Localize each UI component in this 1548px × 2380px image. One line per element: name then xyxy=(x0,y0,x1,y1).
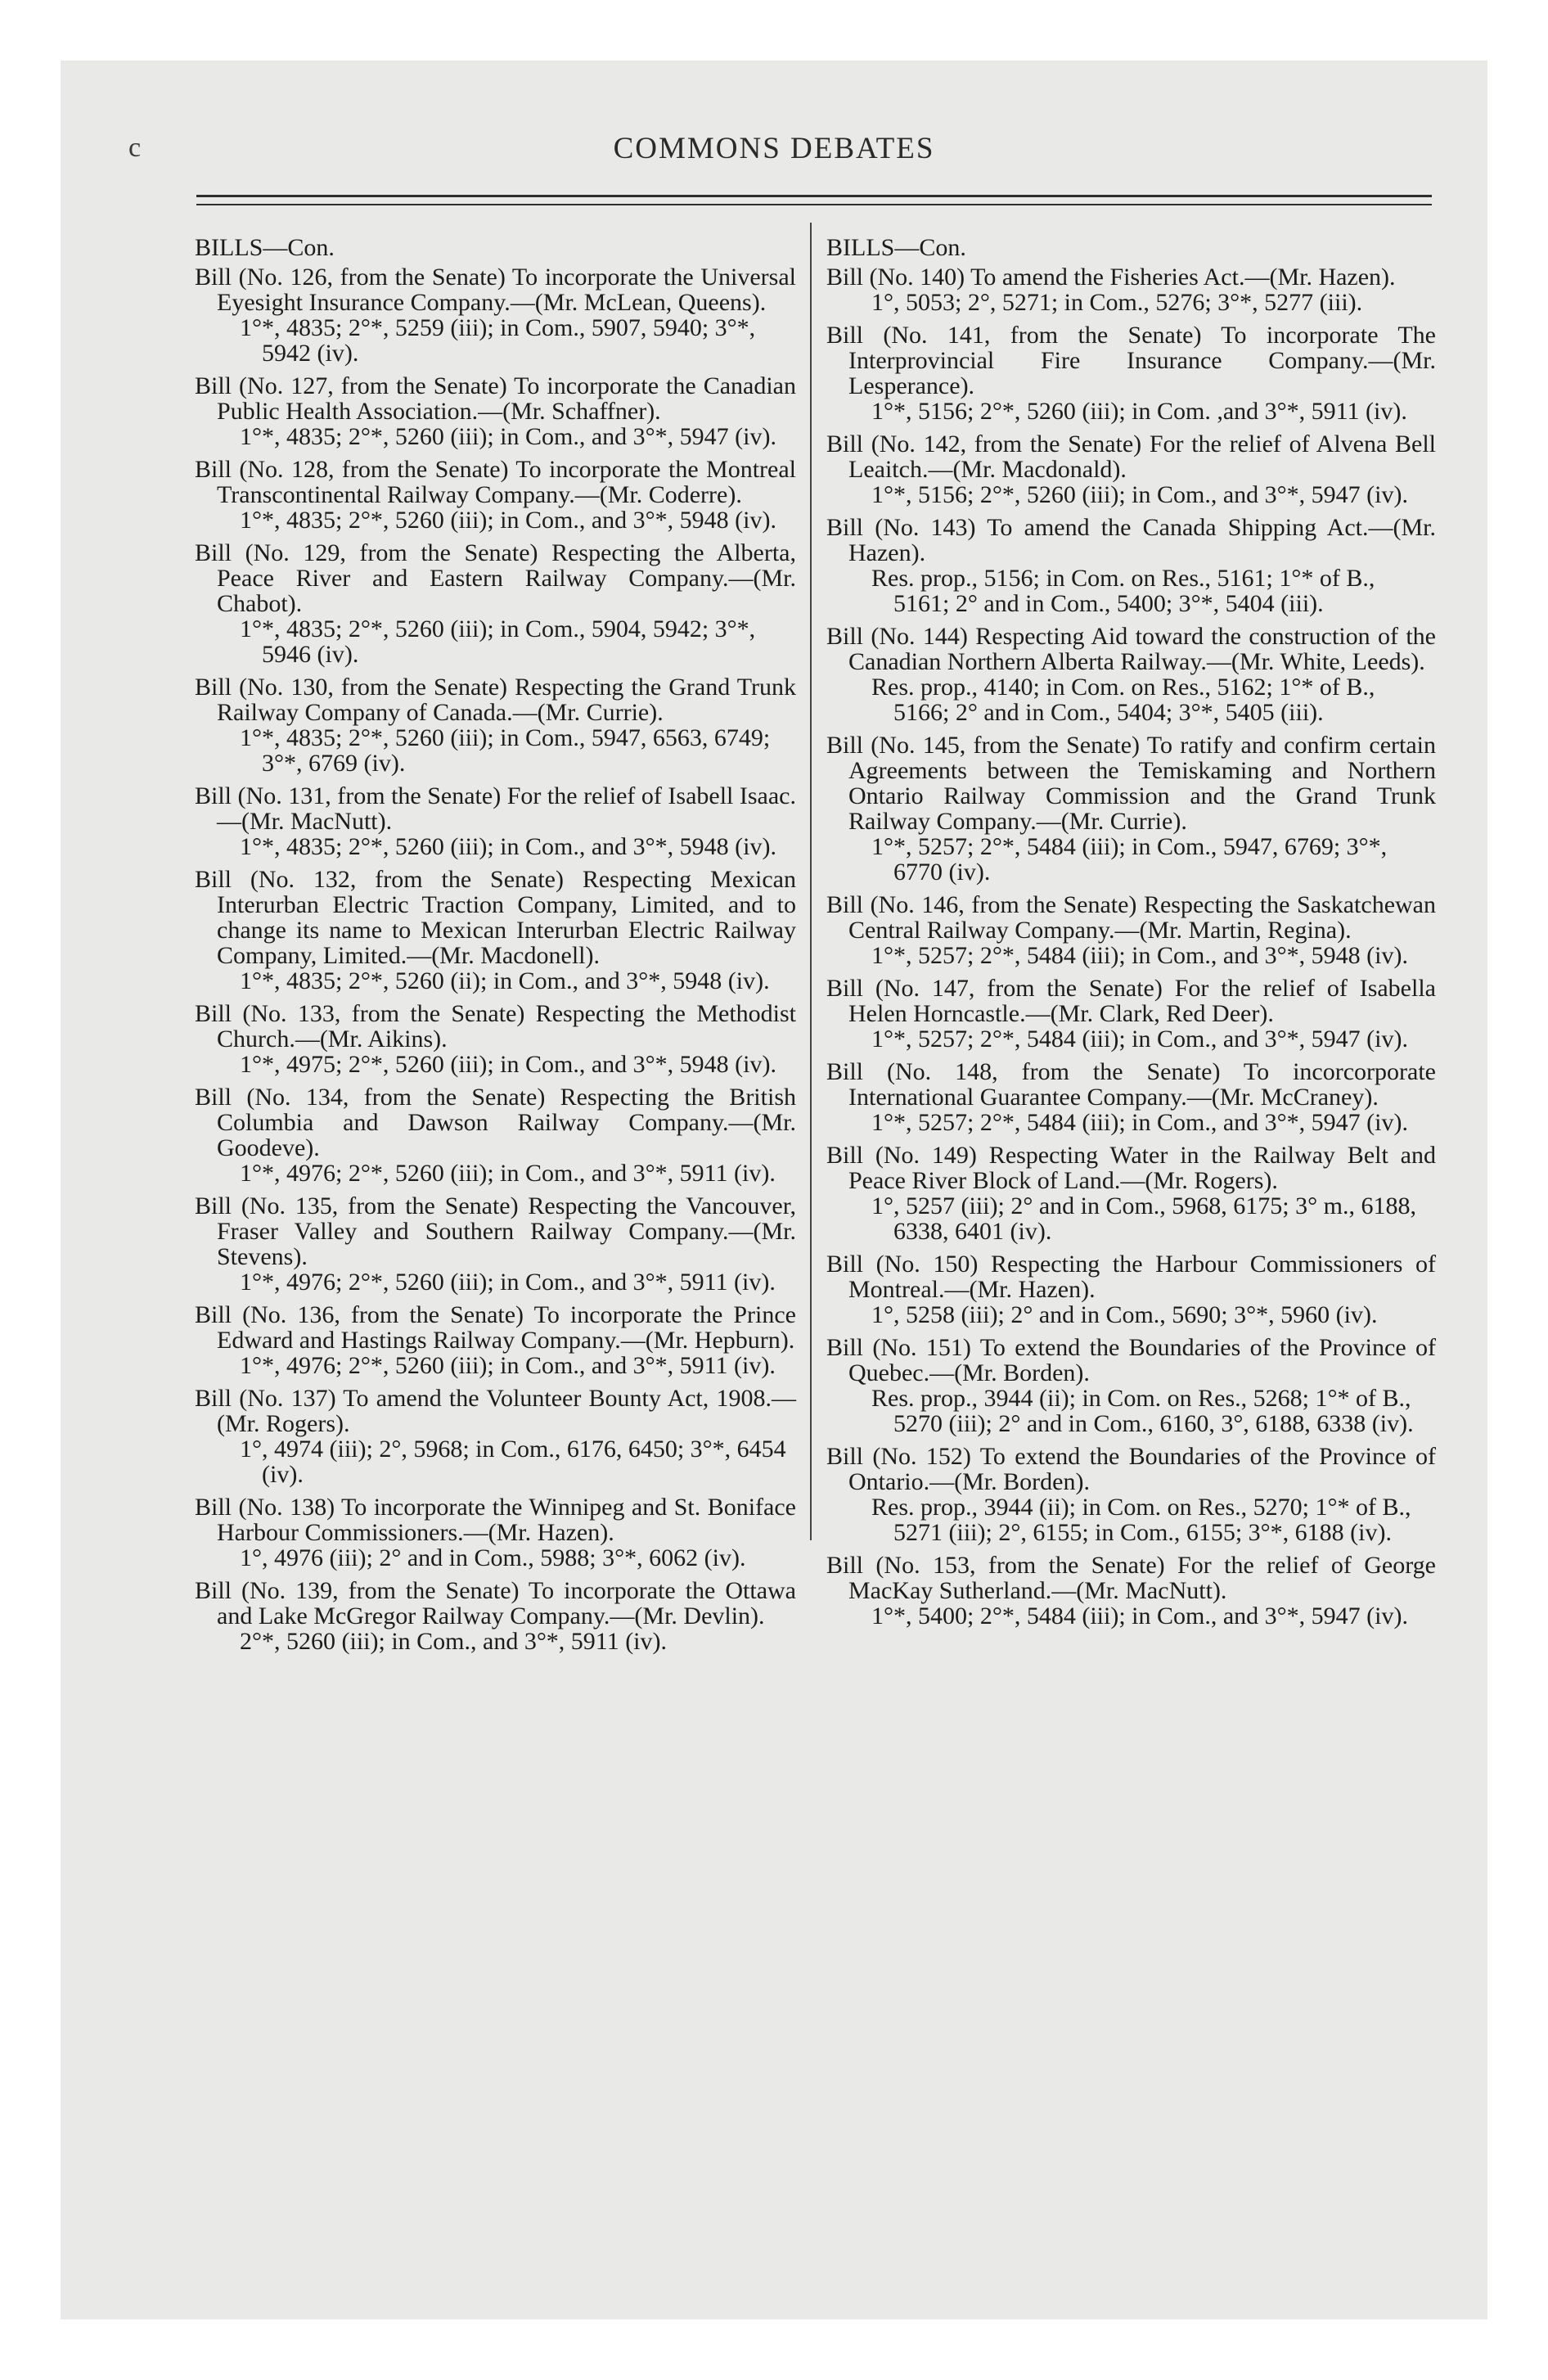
column-heading: BILLS—Con. xyxy=(826,234,966,261)
bill-entry xyxy=(826,1059,1436,1135)
bill-entry xyxy=(826,264,1436,315)
bill-references: 1°*, 4835; 2°*, 5260 (iii); in Com., and 3°*, 5948 (iv). xyxy=(240,507,776,534)
bill-entry xyxy=(826,515,1436,616)
bill-references: 1°*, 5257; 2°*, 5484 (iii); in Com., and 3°*, 5947 (iv). xyxy=(871,1109,1408,1136)
bill-entry xyxy=(195,373,796,449)
bill-list xyxy=(826,264,1436,1629)
bill-title: Bill (No. 140) To amend the Fisheries Act.—(Mr. Hazen). xyxy=(826,264,1396,291)
bill-references: 1°*, 5257; 2°*, 5484 (iii); in Com., 5947, 6769; 3°*, 6770 (iv). xyxy=(871,833,1388,886)
bill-references: 1°, 4976 (iii); 2° and in Com., 5988; 3°*, 6062 (iv). xyxy=(240,1544,746,1571)
bill-entry xyxy=(195,1001,796,1077)
bill-entry xyxy=(195,1084,796,1186)
bill-title: Bill (No. 151) To extend the Boundaries of the Province of Quebec.—(Mr. Borden). xyxy=(826,1334,1436,1386)
bill-title: Bill (No. 147, from the Senate) For the relief of Isabella Helen Horncastle.—(Mr. Clark, Red Deer). xyxy=(826,975,1436,1027)
bill-entry xyxy=(826,1251,1436,1327)
bill-references: 1°*, 4976; 2°*, 5260 (iii); in Com., and 3°*, 5911 (iv). xyxy=(240,1160,776,1187)
header-rule-bottom xyxy=(196,204,1432,205)
left-column xyxy=(195,235,796,1661)
bill-entry xyxy=(195,867,796,994)
bill-references: 1°*, 4835; 2°*, 5260 (ii); in Com., and 3°*, 5948 (iv). xyxy=(240,967,770,994)
bill-title: Bill (No. 128, from the Senate) To incorporate the Montreal Transcontinental Railway Company.—(Mr. Coderre). xyxy=(195,456,796,508)
bill-references: 1°, 5257 (iii); 2° and in Com., 5968, 6175; 3° m., 6188, 6338, 6401 (iv). xyxy=(871,1192,1416,1245)
bill-title: Bill (No. 134, from the Senate) Respecting the British Columbia and Dawson Railway Company.—(Mr. Goodeve). xyxy=(195,1084,796,1161)
bill-references: 1°*, 5257; 2°*, 5484 (iii); in Com., and 3°*, 5947 (iv). xyxy=(871,1025,1408,1053)
bill-entry xyxy=(195,1302,796,1378)
bill-references: 1°*, 4835; 2°*, 5259 (iii); in Com., 5907, 5940; 3°*, 5942 (iv). xyxy=(240,314,756,367)
column-divider xyxy=(810,223,812,1540)
bill-entry xyxy=(826,1553,1436,1629)
bill-title: Bill (No. 127, from the Senate) To incorporate the Canadian Public Health Association.—(Mr. Schaffner). xyxy=(195,372,796,425)
page-title: COMMONS DEBATES xyxy=(613,132,935,165)
bill-title: Bill (No. 136, from the Senate) To incorporate the Prince Edward and Hastings Railway Company.—(Mr. Hepburn). xyxy=(195,1301,796,1354)
bill-references: 1°, 5053; 2°, 5271; in Com., 5276; 3°*, 5277 (iii). xyxy=(871,289,1363,316)
bill-references: 1°, 4974 (iii); 2°, 5968; in Com., 6176, 6450; 3°*, 6454 (iv). xyxy=(240,1436,786,1488)
bill-title: Bill (No. 144) Respecting Aid toward the construction of the Canadian Northern Alberta Railway.—(Mr. White, Leeds). xyxy=(826,623,1436,675)
bill-entry xyxy=(826,624,1436,725)
bill-entry xyxy=(195,1494,796,1571)
bill-title: Bill (No. 131, from the Senate) For the relief of Isabell Isaac.—(Mr. MacNutt). xyxy=(195,782,796,835)
bill-title: Bill (No. 132, from the Senate) Respecting Mexican Interurban Electric Traction Company, Limited, and to change its name to Mexican Interurban Electric Railway Company, Limited.—(Mr. Macdonell). xyxy=(195,866,796,969)
bill-entry xyxy=(826,431,1436,507)
bill-title: Bill (No. 137) To amend the Volunteer Bounty Act, 1908.—(Mr. Rogers). xyxy=(195,1385,796,1437)
bill-references: Res. prop., 3944 (ii); in Com. on Res., 5268; 1°* of B., 5270 (iii); 2° and in Com., 6160, 3°, 6188, 6338 (iv). xyxy=(871,1385,1414,1437)
bill-entry xyxy=(826,1143,1436,1244)
bill-list xyxy=(195,264,796,1654)
bill-references: 1°*, 5400; 2°*, 5484 (iii); in Com., and 3°*, 5947 (iv). xyxy=(871,1602,1408,1629)
bill-references: 1°*, 4835; 2°*, 5260 (iii); in Com., and 3°*, 5948 (iv). xyxy=(240,833,776,860)
bill-title: Bill (No. 141, from the Senate) To incorporate The Interprovincial Fire Insurance Company.—(Mr. Lesperance). xyxy=(826,322,1436,399)
header-rule-top xyxy=(196,195,1432,197)
bill-title: Bill (No. 149) Respecting Water in the Railway Belt and Peace River Block of Land.—(Mr. Rogers). xyxy=(826,1142,1436,1194)
bill-entry xyxy=(195,674,796,776)
bill-entry xyxy=(195,540,796,667)
bill-references: 1°, 5258 (iii); 2° and in Com., 5690; 3°*, 5960 (iv). xyxy=(871,1301,1378,1328)
bill-entry xyxy=(195,783,796,859)
bill-title: Bill (No. 139, from the Senate) To incorporate the Ottawa and Lake McGregor Railway Company.—(Mr. Devlin). xyxy=(195,1577,796,1629)
bill-references: Res. prop., 5156; in Com. on Res., 5161; 1°* of B., 5161; 2° and in Com., 5400; 3°*, 5404 (iii). xyxy=(871,565,1375,617)
bill-title: Bill (No. 152) To extend the Boundaries of the Province of Ontario.—(Mr. Borden). xyxy=(826,1443,1436,1495)
bill-entry xyxy=(826,322,1436,424)
bill-entry xyxy=(195,264,796,366)
bill-references: Res. prop., 4140; in Com. on Res., 5162; 1°* of B., 5166; 2° and in Com., 5404; 3°*, 5405 (iii). xyxy=(871,674,1375,726)
bill-references: 2°*, 5260 (iii); in Com., and 3°*, 5911 (iv). xyxy=(240,1628,668,1655)
bill-entry xyxy=(826,976,1436,1052)
bill-references: 1°*, 4835; 2°*, 5260 (iii); in Com., 5904, 5942; 3°*, 5946 (iv). xyxy=(240,615,756,668)
bill-references: 1°*, 4976; 2°*, 5260 (iii); in Com., and 3°*, 5911 (iv). xyxy=(240,1269,776,1296)
bill-entry xyxy=(826,732,1436,885)
bill-title: Bill (No. 142, from the Senate) For the relief of Alvena Bell Leaitch.—(Mr. Macdonald). xyxy=(826,430,1436,483)
bill-entry xyxy=(195,1578,796,1654)
bill-entry xyxy=(826,1444,1436,1545)
bill-references: 1°*, 5156; 2°*, 5260 (iii); in Com., and 3°*, 5947 (iv). xyxy=(871,481,1408,508)
bill-references: 1°*, 4835; 2°*, 5260 (iii); in Com., 5947, 6563, 6749; 3°*, 6769 (iv). xyxy=(240,724,771,777)
bill-references: 1°*, 5156; 2°*, 5260 (iii); in Com. ,and 3°*, 5911 (iv). xyxy=(871,398,1407,425)
bill-references: 1°*, 4975; 2°*, 5260 (iii); in Com., and 3°*, 5948 (iv). xyxy=(240,1051,776,1078)
bill-entry xyxy=(195,1193,796,1295)
bill-title: Bill (No. 153, from the Senate) For the relief of George MacKay Sutherland.—(Mr. MacNutt). xyxy=(826,1552,1436,1604)
bill-title: Bill (No. 126, from the Senate) To incorporate the Universal Eyesight Insurance Company.—(Mr. McLean, Queens). xyxy=(195,264,796,316)
bill-title: Bill (No. 148, from the Senate) To incorcorporate International Guarantee Company.—(Mr. McCraney). xyxy=(826,1058,1436,1111)
bill-references: 1°*, 4976; 2°*, 5260 (iii); in Com., and 3°*, 5911 (iv). xyxy=(240,1352,776,1379)
bill-entry xyxy=(826,892,1436,968)
bill-references: 1°*, 4835; 2°*, 5260 (iii); in Com., and 3°*, 5947 (iv). xyxy=(240,423,776,450)
bill-title: Bill (No. 150) Respecting the Harbour Commissioners of Montreal.—(Mr. Hazen). xyxy=(826,1251,1436,1303)
bill-title: Bill (No. 146, from the Senate) Respecting the Saskatchewan Central Railway Company.—(Mr. Martin, Regina). xyxy=(826,891,1436,944)
bill-entry xyxy=(195,457,796,533)
bill-title: Bill (No. 130, from the Senate) Respecting the Grand Trunk Railway Company of Canada.—(Mr. Currie). xyxy=(195,674,796,726)
bill-title: Bill (No. 145, from the Senate) To ratify and confirm certain Agreements between the Temiskaming and Northern Ontario Railway Commission and the Grand Trunk Railway Company.—(Mr. Currie). xyxy=(826,732,1436,835)
right-column xyxy=(826,235,1436,1636)
bill-title: Bill (No. 143) To amend the Canada Shipping Act.—(Mr. Hazen). xyxy=(826,514,1436,566)
bill-title: Bill (No. 133, from the Senate) Respecting the Methodist Church.—(Mr. Aikins). xyxy=(195,1000,796,1053)
bill-references: Res. prop., 3944 (ii); in Com. on Res., 5270; 1°* of B., 5271 (iii); 2°, 6155; in Com., 6155; 3°*, 6188 (iv). xyxy=(871,1494,1411,1546)
bill-entry xyxy=(195,1386,796,1487)
bill-entry xyxy=(826,1335,1436,1436)
bill-references: 1°*, 5257; 2°*, 5484 (iii); in Com., and 3°*, 5948 (iv). xyxy=(871,942,1408,969)
column-heading: BILLS—Con. xyxy=(195,234,335,261)
page-letter: c xyxy=(128,133,142,163)
bill-title: Bill (No. 138) To incorporate the Winnipeg and St. Boniface Harbour Commissioners.—(Mr. Hazen). xyxy=(195,1494,796,1546)
bill-title: Bill (No. 129, from the Senate) Respecting the Alberta, Peace River and Eastern Railway Company.—(Mr. Chabot). xyxy=(195,539,796,617)
bill-title: Bill (No. 135, from the Senate) Respecting the Vancouver, Fraser Valley and Southern Railway Company.—(Mr. Stevens). xyxy=(195,1192,796,1270)
